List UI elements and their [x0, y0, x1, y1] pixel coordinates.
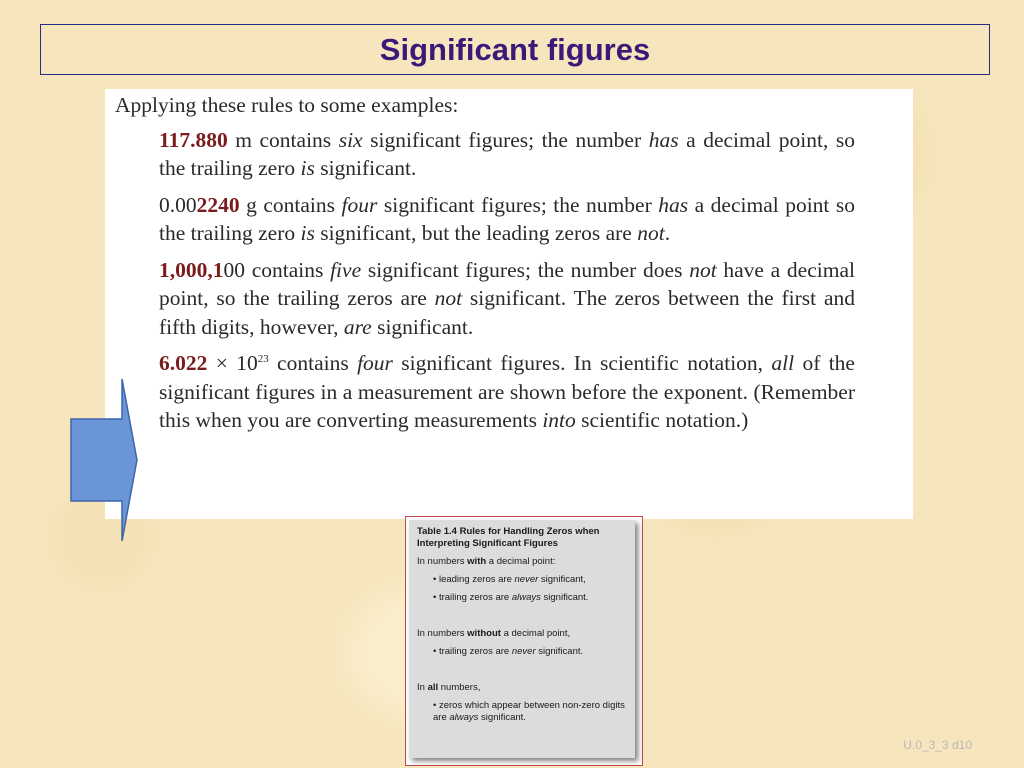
example-emphasis: not [637, 221, 665, 245]
table-rule-item [433, 646, 629, 658]
table-text: trailing zeros are [438, 646, 512, 657]
example-text: significant. [371, 314, 474, 339]
table-text: significant. [540, 592, 589, 603]
example-number: 1,000,1 [159, 257, 224, 282]
example-emphasis: not [689, 257, 717, 282]
table-section-with-decimal [417, 556, 629, 568]
example-text: have a decimal point, so the trailing zeros are [159, 257, 855, 310]
table-text: a decimal point, [500, 628, 571, 639]
example-text: contains [245, 257, 331, 282]
example-number: 117.880 [159, 127, 228, 152]
example-text: significant figures; the number does [361, 257, 690, 282]
bullet-icon: • [433, 574, 437, 585]
example-text: contains [268, 351, 358, 375]
example-emphasis: is [300, 221, 315, 245]
example-emphasis: six [338, 127, 363, 152]
table-section-all-numbers [417, 682, 629, 694]
example-trailing-zeros: 00 [223, 257, 245, 282]
example-times-ten: × 10 [207, 351, 258, 375]
example-emphasis: five [330, 257, 362, 282]
example-text: scientific notation.) [575, 408, 749, 432]
table-text: In numbers [417, 628, 468, 639]
table-rule-item [433, 574, 629, 586]
slide-code: U.0_3_3 d10 [903, 738, 972, 752]
block-right-arrow-icon [70, 378, 138, 542]
example-emphasis: four [357, 351, 393, 375]
example-text: m contains [227, 127, 339, 152]
table-emphasis: always [511, 592, 541, 603]
table-text: In [417, 682, 428, 693]
example-emphasis: four [341, 192, 378, 217]
bullet-icon: • [433, 700, 437, 711]
rules-table-panel [409, 520, 635, 758]
table-section-without-decimal [417, 628, 629, 640]
example-emphasis: are [343, 314, 372, 339]
table-text: In numbers [417, 556, 468, 567]
example-exponent: 23 [257, 352, 269, 365]
example-0002240 [159, 191, 855, 248]
table-text: significant. [535, 646, 584, 657]
example-text: significant figures. In scientific notation, [392, 351, 772, 375]
example-6022e23 [159, 349, 855, 435]
table-bold: with [467, 556, 487, 567]
excerpt-intro: Applying these rules to some examples: [115, 93, 459, 117]
example-emphasis: not [434, 286, 463, 310]
example-text: significant. The zeros between the first and fifth digits, however, [159, 286, 855, 339]
example-text: significant figures; the number [362, 127, 649, 152]
bullet-icon: • [433, 646, 437, 657]
table-emphasis: always [449, 712, 479, 723]
example-text: significant. [314, 156, 417, 180]
table-rule-item [417, 700, 629, 724]
example-emphasis: has [658, 192, 689, 217]
table-rule-item [433, 592, 629, 604]
example-text: a decimal point, so the trailing zero [159, 127, 856, 180]
example-emphasis: is [300, 156, 315, 180]
table-text: leading zeros are [438, 574, 515, 585]
example-number: 6.022 [159, 351, 208, 375]
example-text: g contains [239, 192, 342, 217]
example-text: . [664, 221, 671, 245]
table-bold: all [427, 682, 439, 693]
example-text: significant, but the leading zeros are [314, 221, 638, 245]
table-text: trailing zeros are [438, 592, 512, 603]
table-text: numbers, [438, 682, 481, 693]
example-emphasis: all [771, 351, 795, 375]
table-text: zeros which appear between non-zero digits are [433, 700, 625, 723]
example-text: significant figures; the number [377, 192, 659, 217]
table-caption: Table 1.4 Rules for Handling Zeros when Interpreting Significant Figures [417, 526, 600, 549]
textbook-excerpt [105, 89, 913, 519]
example-leading-zeros: 0.00 [159, 192, 197, 217]
bullet-icon: • [433, 592, 437, 603]
table-emphasis: never [511, 646, 536, 657]
title-box [40, 24, 990, 75]
rules-table [405, 516, 643, 766]
table-bold: without [467, 628, 501, 639]
example-1000100 [159, 256, 855, 342]
slide-title: Significant figures [379, 31, 651, 67]
example-emphasis: into [542, 408, 576, 432]
example-text: of the significant figures in a measurement are shown before the exponent. (Remember this when you are converting measurements [159, 351, 855, 432]
table-emphasis: never [514, 574, 539, 585]
example-emphasis: has [648, 127, 679, 152]
table-text: a decimal point: [486, 556, 556, 567]
example-text: a decimal point so the trailing zero [159, 192, 856, 245]
example-117880 [159, 126, 855, 183]
table-text: significant, [538, 574, 586, 585]
example-number: 2240 [196, 192, 240, 217]
table-text: significant. [478, 712, 526, 723]
